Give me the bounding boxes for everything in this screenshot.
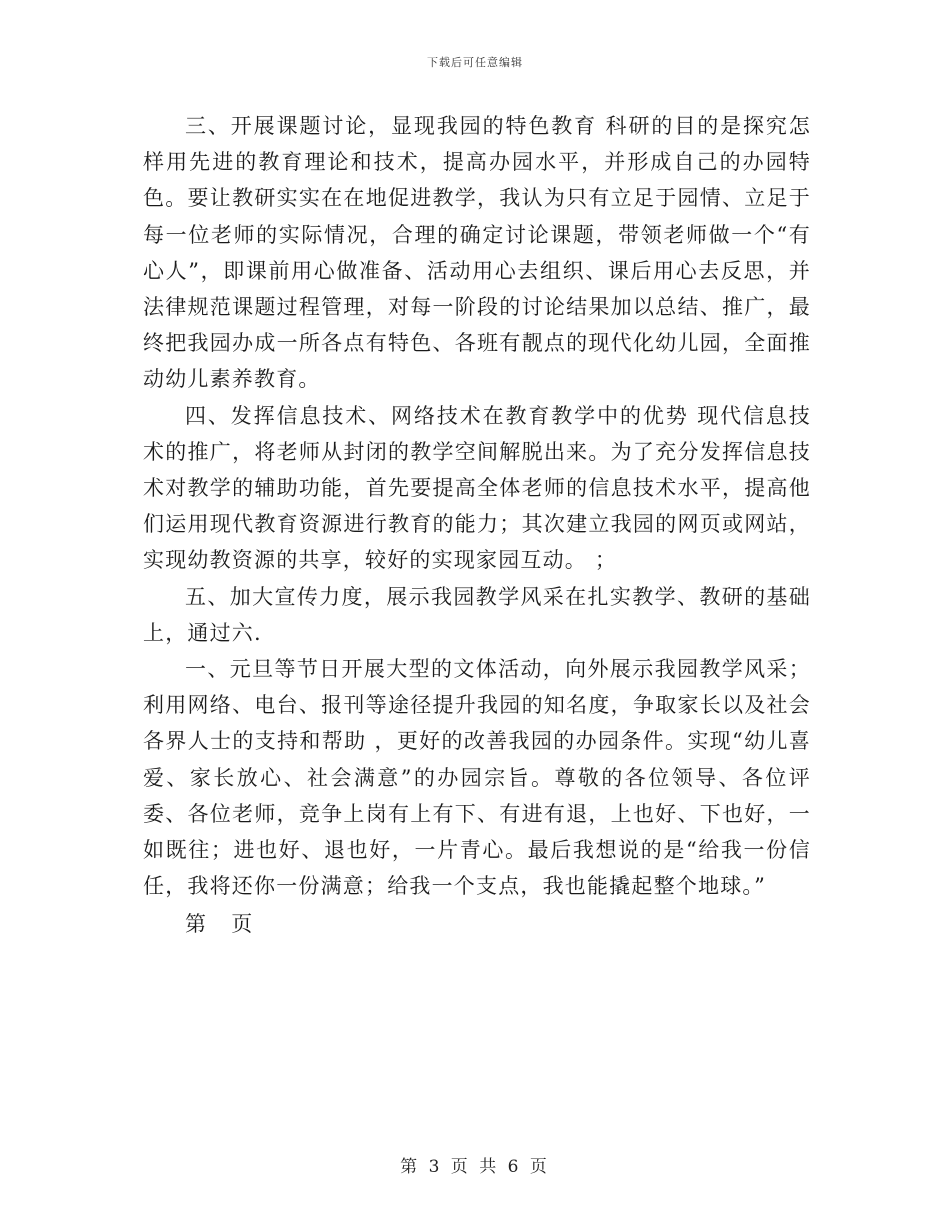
paragraph-5: 五、加大宣传力度，展示我园教学风采在扎实教学、教研的基础上，通过六. <box>143 584 811 645</box>
paragraph-4: 四、发挥信息技术、网络技术在教育教学中的优势 现代信息技术的推广，将老师从封闭的教学空间解脱出来。为了充分发挥信息技术对教学的辅助功能，首先要提高全体老师的信息技术水平，提高他们运用现代教育资源进行教育的能力；其次建立我园的网页或网站，实现幼教资源的共享，较好的实现家园互动。 ； <box>143 403 811 573</box>
page-marker-left: 第 <box>185 912 208 937</box>
document-body <box>143 108 811 943</box>
inline-page-marker <box>143 906 811 942</box>
page-marker-right: 页 <box>231 912 254 937</box>
page-footer: 第 3 页 共 6 页 <box>400 1157 550 1177</box>
paragraph-6: 一、元旦等节日开展大型的文体活动，向外展示我园教学风采；利用网络、电台、报刊等途径提升我园的知名度，争取家长以及社会各界人士的支持和帮助 ，更好的改善我园的办园条件。实现“幼儿喜爱、家长放心、社会满意”的办园宗旨。尊敬的各位领导、各位评委、各位老师，竞争上岗有上有下、有进有退，上也好、下也好，一如既往；进也好、退也好，一片青心。最后我想说的是“给我一份信任，我将还你一份满意；给我一个支点，我也能撬起整个地球。” <box>143 657 811 899</box>
paragraph-3: 三、开展课题讨论，显现我园的特色教育 科研的目的是探究怎样用先进的教育理论和技术，提高办园水平，并形成自己的办园特色。要让教研实实在在地促进教学，我认为只有立足于园情、立足于每一位老师的实际情况，合理的确定讨论课题，带领老师做一个“有心人”，即课前用心做准备、活动用心去组织、课后用心去反思，并法律规范课题过程管理，对每一阶段的讨论结果加以总结、推广，最终把我园办成一所各点有特色、各班有靓点的现代化幼儿园，全面推动幼儿素养教育。 <box>143 114 811 392</box>
header-note: 下载后可任意编辑 <box>427 56 523 69</box>
